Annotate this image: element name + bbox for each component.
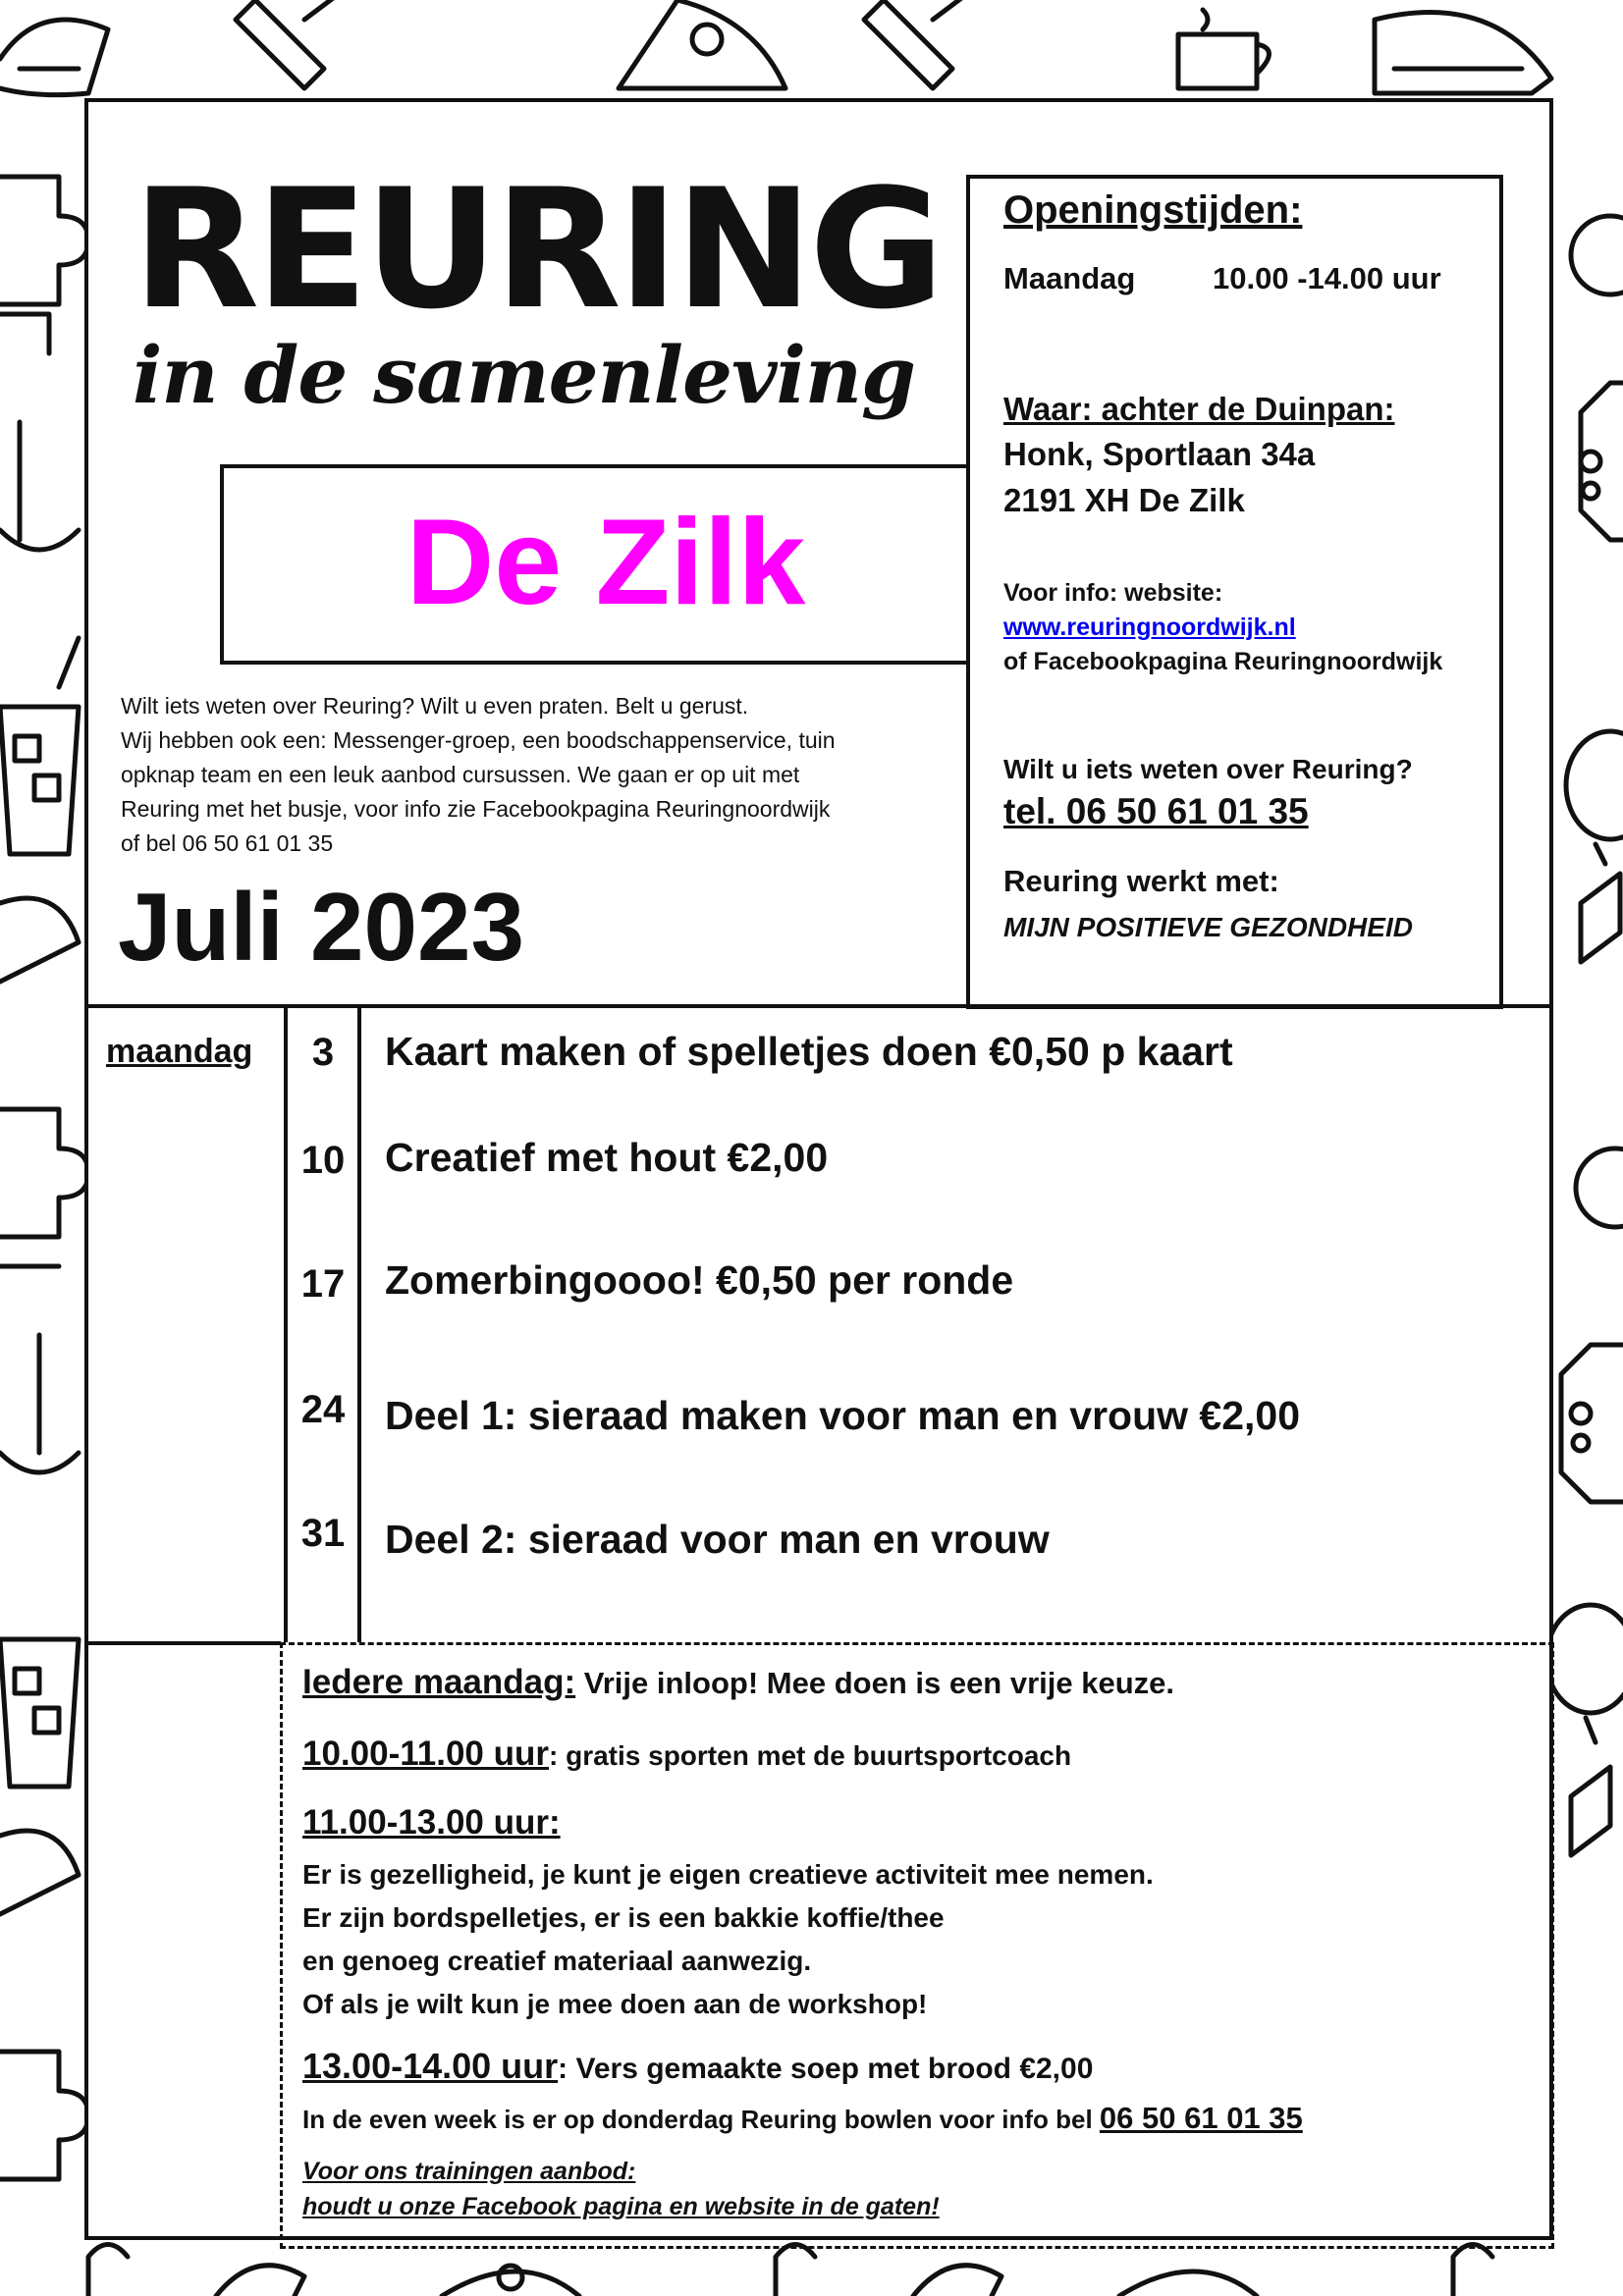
schedule-day-label: maandag [106,1033,253,1070]
schedule-date: 3 [311,1031,335,1074]
slot-1-text: : gratis sporten met de buurtsportcoach [549,1740,1072,1771]
slot-1-time: 10.00-11.00 uur [302,1735,549,1773]
schedule-date: 24 [300,1388,346,1431]
weekly-heading-line [302,1663,1174,1702]
info-box [966,175,1503,1009]
ladle-icon [0,1335,79,1472]
works-with-value: MIJN POSITIEVE GEZONDHEID [1003,912,1413,942]
location-box [220,464,992,665]
question-text: Wilt u iets weten over Reuring? [1003,754,1413,784]
puzzle-icon [0,2052,88,2179]
schedule-date: 10 [300,1139,346,1182]
intro-line: Wij hebben ook een: Messenger-groep, een boodschappenservice, tuin [121,727,836,753]
puzzle-icon [0,1109,88,1266]
cup-icon [1178,10,1270,88]
bingo-icon [913,2266,1001,2296]
bowling-text: In de even week is er op donderdag Reuring bowlen voor info bel [302,2105,1100,2134]
pie-icon [619,0,785,88]
cane-icon [88,2245,128,2296]
weekly-heading: Iedere maandag: [302,1663,576,1701]
intro-line: Reuring met het busje, voor info zie Facebookpagina Reuringnoordwijk [121,796,831,822]
schedule-date: 17 [300,1262,346,1306]
pencil-icon [236,0,344,88]
hours-heading: Openingstijden: [1003,188,1303,232]
spatula-icon [1581,874,1620,962]
pie-icon [1119,2271,1257,2296]
hours-time: 10.00 -14.00 uur [1213,261,1441,295]
pizza-icon [1571,216,1623,294]
balloon-icon [1546,1605,1623,1742]
bingo-icon [216,2266,304,2296]
training-line-1: Voor ons trainingen aanbod: [302,2158,636,2185]
slot-2-description [302,1853,1154,2026]
ladle-icon [0,422,79,550]
cane-icon [776,2245,815,2296]
pie-icon [0,20,108,95]
logo-subtitle: in de samenleving [133,329,915,421]
pie-icon [0,898,79,982]
intro-text [121,689,965,861]
info-label: Voor info: website: [1003,579,1223,607]
schedule-activity: Kaart maken of spelletjes doen €0,50 p kaart [385,1029,1233,1074]
spatula-icon [1571,1767,1610,1855]
location-name: De Zilk [406,495,806,630]
slot-2-line: en genoeg creatief materiaal aanwezig. [302,1946,812,1976]
slot-2-line: Er zijn bordspelletjes, er is een bakkie koffie/thee [302,1902,945,1933]
schedule-activity: Deel 1: sieraad maken voor man en vrouw €2,00 [385,1393,1301,1438]
phone-number: tel. 06 50 61 01 35 [1003,791,1309,831]
bingo-icon [1561,1345,1623,1502]
intro-line: Wilt iets weten over Reuring? Wilt u even praten. Belt u gerust. [121,693,749,719]
logo-title: REURING [133,153,941,346]
hours-day: Maandag [1003,261,1136,295]
schedule-activity: Creatief met hout €2,00 [385,1135,829,1180]
training-line-2: houdt u onze Facebook pagina en website in de gaten! [302,2193,940,2220]
pie-icon [442,2266,579,2296]
puzzle-icon [0,177,88,353]
address-line-1: Honk, Sportlaan 34a [1003,436,1316,472]
cane-icon [1453,2245,1492,2296]
pie-icon [1375,13,1551,94]
slot-3 [302,2046,1093,2087]
pizza-icon [1576,1148,1623,1227]
slot-2-time: 11.00-13.00 uur: [302,1803,561,1842]
section-divider [84,1641,281,1645]
bowling-phone: 06 50 61 01 35 [1099,2101,1303,2135]
pie-icon [0,1831,79,1914]
facebook-text: of Facebookpagina Reuringnoordwijk [1003,648,1443,675]
weekly-heading-text: Vrije inloop! Mee doen is een vrije keuze. [575,1666,1175,1700]
address-line-2: 2191 XH De Zilk [1003,482,1245,518]
slot-2-line: Er is gezelligheid, je kunt je eigen creatieve activiteit mee nemen. [302,1859,1154,1890]
schedule-activity: Deel 2: sieraad voor man en vrouw [385,1517,1050,1562]
drink-icon [0,638,79,854]
bingo-icon [1581,383,1623,540]
drink-icon [0,1639,79,1787]
slot-3-text: : Vers gemaakte soep met brood €2,00 [558,2053,1094,2085]
pencil-icon [864,0,972,88]
balloon-icon [1566,731,1623,864]
slot-2 [302,1803,561,1842]
intro-line: of bel 06 50 61 01 35 [121,830,334,856]
slot-3-time: 13.00-14.00 uur [302,2046,559,2086]
slot-2-line: Of als je wilt kun je mee doen aan de workshop! [302,1989,928,2019]
slot-1 [302,1735,1071,1774]
works-with-label: Reuring werkt met: [1003,864,1279,898]
website-link[interactable]: www.reuringnoordwijk.nl [1003,614,1296,641]
month-title: Juli 2023 [118,873,525,981]
bowling-line [302,2101,1303,2136]
where-heading: Waar: achter de Duinpan: [1003,391,1395,427]
intro-line: opknap team en een leuk aanbod cursussen. We gaan er op uit met [121,762,800,787]
schedule-activity: Zomerbingoooo! €0,50 per ronde [385,1257,1014,1303]
schedule-date: 31 [300,1512,346,1555]
